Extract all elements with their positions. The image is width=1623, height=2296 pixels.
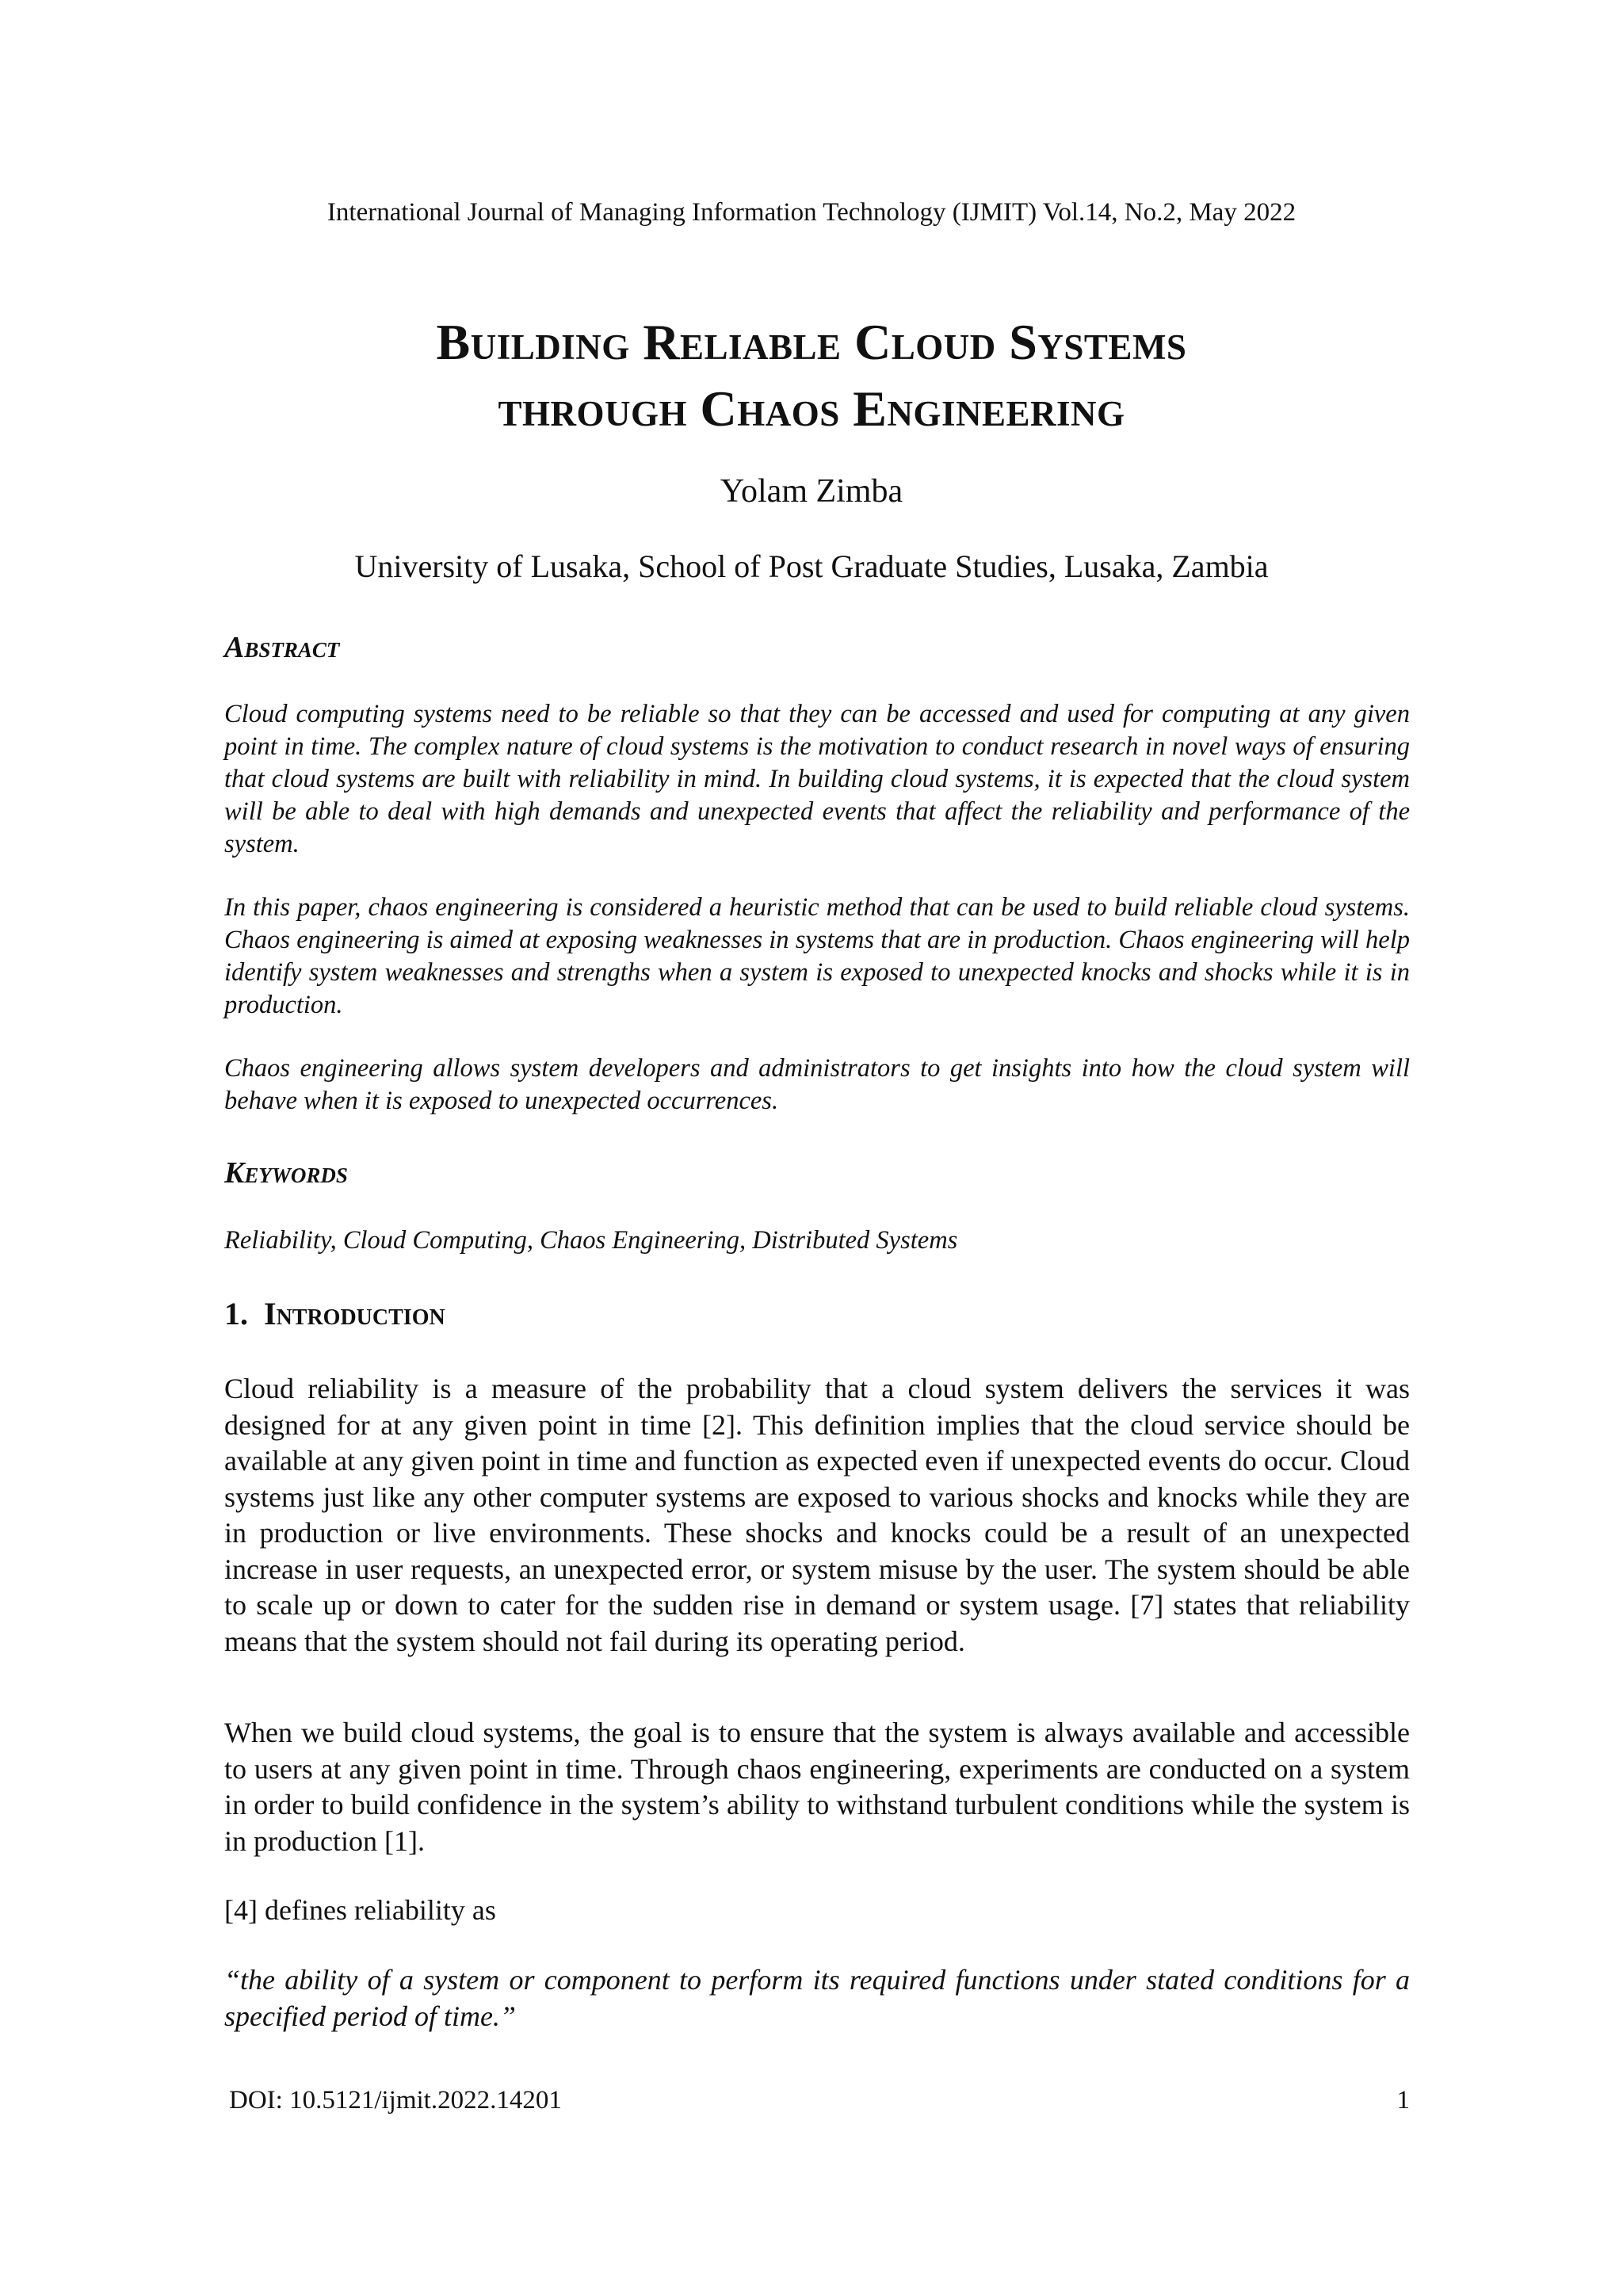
abstract-paragraph-2: In this paper, chaos engineering is considered a heuristic method that can be used to build reliable cloud systems. Chaos engineering is aimed at exposing weaknesses in systems that are in production. Chaos engineering will help identify system weaknesses and strengths when a system is exposed to unexpected knocks and shocks while it is in production.: [224, 893, 1410, 1019]
intro-paragraph-3: [4] defines reliability as: [224, 1894, 496, 1926]
abstract-paragraph-3: Chaos engineering allows system developers and administrators to get insights into how the cloud system will behave when it is exposed to unexpected occurrences.: [224, 1054, 1410, 1115]
abstract-paragraph-1-block: [224, 698, 1410, 861]
author-affiliation: University of Lusaka, School of Post Graduate Studies, Lusaka, Zambia: [354, 548, 1269, 584]
paper-title: [0, 309, 1623, 442]
title-line-2: through Chaos Engineering: [498, 380, 1125, 437]
intro-paragraph-1-block: [224, 1371, 1410, 1660]
intro-paragraph-2-block: [224, 1715, 1410, 1859]
author-name: Yolam Zimba: [720, 473, 903, 510]
doi-link[interactable]: DOI: 10.5121/ijmit.2022.14201: [229, 2086, 562, 2115]
intro-paragraph-3-block: [224, 1893, 1410, 1929]
keywords-heading: Keywords: [224, 1156, 348, 1190]
reliability-quote: “the ability of a system or component to perform its required functions under stated conditions for a specified period of time.”: [224, 1964, 1410, 2032]
intro-paragraph-1: Cloud reliability is a measure of the probability that a cloud system delivers the services it was designed for at any given point in time [2]. This definition implies that the cloud service should be available at any given point in time and function as expected even if unexpected events do occur. Cloud systems just like any other computer systems are exposed to various shocks and knocks while they are in production or live environments. These shocks and knocks could be a result of an unexpected increase in user requests, an unexpected error, or system misuse by the user. The system should be able to scale up or down to cater for the sudden rise in demand or system usage. [7] states that reliability means that the system should not fail during its operating period.: [224, 1373, 1410, 1657]
keywords-text: Reliability, Cloud Computing, Chaos Engineering, Distributed Systems: [224, 1226, 958, 1255]
keywords-section: [224, 1153, 1410, 1193]
page-number: 1: [1396, 2086, 1410, 2115]
title-line-1: Building Reliable Cloud Systems: [436, 314, 1187, 370]
introduction-heading: 1. Introduction: [224, 1296, 445, 1331]
intro-paragraph-2: When we build cloud systems, the goal is to ensure that the system is always available and accessible to users at any given point in time. Through chaos engineering, experiments are conducted on a system in order to build confidence in the system’s ability to withstand turbulent conditions while the system is in production [1].: [224, 1717, 1410, 1857]
abstract-heading: Abstract: [224, 631, 340, 664]
keywords-block: [224, 1224, 1410, 1257]
reliability-quote-block: [224, 1962, 1410, 2034]
abstract-paragraph-1: Cloud computing systems need to be reliable so that they can be accessed and used for computing at any given point in time. The complex nature of cloud systems is the motivation to conduct research in novel ways of ensuring that cloud systems are built with reliability in mind. In building cloud systems, it is expected that the cloud system will be able to deal with high demands and unexpected events that affect the reliability and performance of the system.: [224, 700, 1410, 858]
abstract-section: [224, 628, 1410, 667]
running-header: International Journal of Managing Information Technology (IJMIT) Vol.14, No.2, May 2022: [327, 198, 1296, 227]
abstract-paragraph-2-block: [224, 892, 1410, 1022]
introduction-section: [224, 1293, 1410, 1335]
abstract-paragraph-3-block: [224, 1052, 1410, 1117]
